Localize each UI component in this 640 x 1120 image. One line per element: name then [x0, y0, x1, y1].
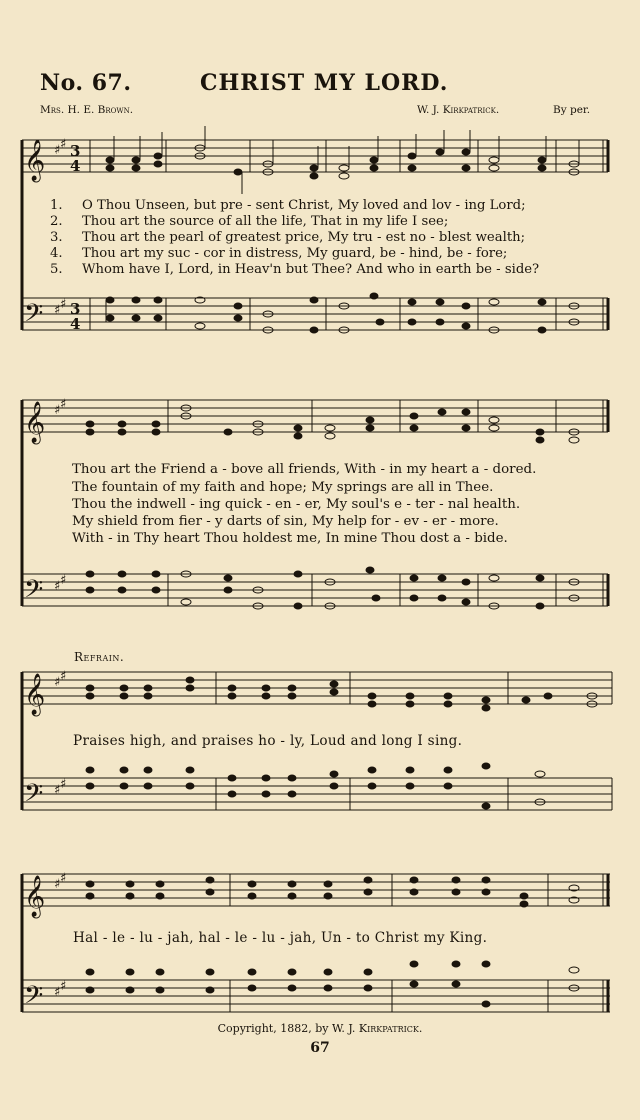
svg-text:♯: ♯ [54, 303, 61, 318]
svg-text:♯: ♯ [60, 871, 67, 886]
verse-line: My shield from fier - y darts of sin, My help for - ev - er - more. [72, 514, 499, 529]
svg-text:𝄞: 𝄞 [24, 674, 46, 715]
verse-line: 1. O Thou Unseen, but pre - sent Christ, My loved and lov - ing Lord; [50, 198, 526, 213]
verse-line: 5. Whom have I, Lord, in Heav'n but Thee? And who in earth be - side? [50, 262, 540, 277]
verse-line: 4. Thou art my suc - cor in distress, My guard, be - hind, be - fore; [50, 246, 508, 261]
verse-line: Thou the indwell - ing quick - en - er, My soul's e - ter - nal health. [72, 497, 521, 512]
svg-text:3: 3 [70, 300, 81, 318]
svg-text:♯: ♯ [60, 777, 67, 792]
svg-text:𝄢: 𝄢 [24, 779, 44, 814]
svg-text:♯: ♯ [54, 877, 61, 892]
svg-text:♯: ♯ [60, 137, 67, 152]
svg-text:♯: ♯ [54, 403, 61, 418]
svg-text:3: 3 [70, 142, 81, 160]
svg-text:4: 4 [70, 315, 81, 333]
svg-text:𝄞: 𝄞 [24, 402, 46, 443]
svg-text:♯: ♯ [60, 979, 67, 994]
verse-line: The fountain of my faith and hope; My springs are all in Thee. [72, 480, 494, 495]
verse-line: Thou art the Friend a - bove all friends, With - in my heart a - dored. [72, 462, 537, 477]
svg-text:♯: ♯ [54, 579, 61, 594]
refrain-label: Refrain. [74, 650, 125, 664]
svg-text:♯: ♯ [60, 669, 67, 684]
svg-text:♯: ♯ [54, 783, 61, 798]
svg-text:𝄞: 𝄞 [24, 876, 46, 917]
svg-text:♯: ♯ [60, 573, 67, 588]
svg-text:𝄢: 𝄢 [24, 575, 44, 610]
page-number: 67 [310, 1040, 330, 1056]
svg-text:♯: ♯ [54, 675, 61, 690]
lyricist-credit: Mrs. H. E. Brown. [40, 104, 134, 116]
svg-text:♯: ♯ [60, 397, 67, 412]
svg-text:♯: ♯ [60, 297, 67, 312]
svg-text:♯: ♯ [54, 985, 61, 1000]
verse-line: 3. Thou art the pearl of greatest price, My tru - est no - blest wealth; [50, 230, 526, 245]
svg-text:𝄢: 𝄢 [24, 981, 44, 1016]
svg-text:4: 4 [70, 157, 81, 175]
svg-text:𝄞: 𝄞 [24, 140, 46, 181]
verse-line: With - in Thy heart Thou holdest me, In mine Thou dost a - bide. [72, 531, 508, 546]
hymn-title: CHRIST MY LORD. [200, 70, 449, 96]
refrain-line-2: Hal - le - lu - jah, hal - le - lu - jah, Un - to Christ my King. [73, 930, 488, 946]
svg-text:𝄢: 𝄢 [24, 299, 44, 334]
composer-credit: W. J. Kirkpatrick. [417, 104, 500, 116]
svg-text:♯: ♯ [54, 143, 61, 158]
hymn-number: No. 67. [40, 70, 132, 96]
permission-note: By per. [553, 104, 591, 116]
copyright-notice: Copyright, 1882, by W. J. Kirkpatrick. [217, 1022, 423, 1035]
verse-line: 2. Thou art the source of all the life, That in my life I see; [50, 214, 449, 229]
refrain-line-1: Praises high, and praises ho - ly, Loud and long I sing. [73, 733, 463, 749]
